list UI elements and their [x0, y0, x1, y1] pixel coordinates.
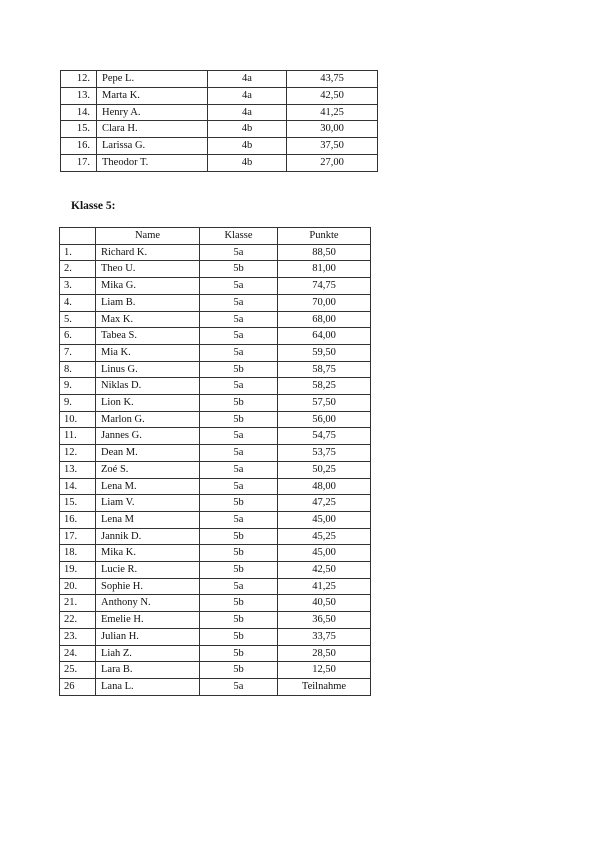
rank-cell: 12.	[61, 71, 97, 88]
table-row	[60, 645, 371, 662]
name-cell: Lion K.	[96, 395, 200, 412]
punkte-cell: 40,50	[278, 595, 371, 612]
rank-cell: 9.	[60, 395, 96, 412]
rank-cell: 3.	[60, 278, 96, 295]
rank-cell: 14.	[61, 104, 97, 121]
table-row	[61, 138, 378, 155]
punkte-cell: 50,25	[278, 461, 371, 478]
header-name: Name	[96, 228, 200, 245]
name-cell: Mika K.	[96, 545, 200, 562]
rank-cell: 15.	[60, 495, 96, 512]
name-cell: Jannes G.	[96, 428, 200, 445]
klasse-cell: 5a	[200, 578, 278, 595]
rank-cell: 13.	[60, 461, 96, 478]
rank-cell: 12.	[60, 445, 96, 462]
name-cell: Pepe L.	[97, 71, 208, 88]
klasse-cell: 5b	[200, 562, 278, 579]
table-row	[60, 612, 371, 629]
rank-cell: 1.	[60, 244, 96, 261]
rank-cell: 25.	[60, 662, 96, 679]
results-table-klasse-5	[59, 227, 371, 696]
table-row	[61, 87, 378, 104]
klasse-cell: 5b	[200, 261, 278, 278]
name-cell: Julian H.	[96, 628, 200, 645]
table-row	[60, 344, 371, 361]
name-cell: Mia K.	[96, 344, 200, 361]
rank-cell: 18.	[60, 545, 96, 562]
klasse-cell: 5a	[200, 428, 278, 445]
table-row	[61, 104, 378, 121]
klasse-cell: 5a	[200, 294, 278, 311]
table-row	[60, 628, 371, 645]
table-row	[60, 528, 371, 545]
rank-cell: 10.	[60, 411, 96, 428]
results-table-body	[60, 244, 371, 695]
name-cell: Niklas D.	[96, 378, 200, 395]
punkte-cell: 48,00	[278, 478, 371, 495]
rank-cell: 17.	[60, 528, 96, 545]
rank-cell: 13.	[61, 87, 97, 104]
table-row	[60, 428, 371, 445]
name-cell: Tabea S.	[96, 328, 200, 345]
punkte-cell: 81,00	[278, 261, 371, 278]
name-cell: Larissa G.	[97, 138, 208, 155]
klasse-cell: 5b	[200, 595, 278, 612]
klasse-cell: 4b	[208, 138, 287, 155]
klasse-cell: 5b	[200, 411, 278, 428]
rank-cell: 8.	[60, 361, 96, 378]
rank-cell: 16.	[60, 511, 96, 528]
header-rank	[60, 228, 96, 245]
rank-cell: 19.	[60, 562, 96, 579]
table-row	[60, 311, 371, 328]
klasse-cell: 5b	[200, 528, 278, 545]
punkte-cell: 68,00	[278, 311, 371, 328]
rank-cell: 11.	[60, 428, 96, 445]
name-cell: Dean M.	[96, 445, 200, 462]
table-row	[60, 461, 371, 478]
punkte-cell: 47,25	[278, 495, 371, 512]
klasse-cell: 5a	[200, 311, 278, 328]
punkte-cell: 30,00	[287, 121, 378, 138]
table-row	[60, 678, 371, 695]
table-row	[60, 445, 371, 462]
punkte-cell: 45,00	[278, 511, 371, 528]
punkte-cell: 43,75	[287, 71, 378, 88]
punkte-cell: 37,50	[287, 138, 378, 155]
klasse-cell: 4a	[208, 87, 287, 104]
rank-cell: 15.	[61, 121, 97, 138]
klasse-cell: 5b	[200, 395, 278, 412]
punkte-cell: 58,25	[278, 378, 371, 395]
name-cell: Max K.	[96, 311, 200, 328]
rank-cell: 24.	[60, 645, 96, 662]
punkte-cell: 42,50	[278, 562, 371, 579]
punkte-cell: 56,00	[278, 411, 371, 428]
rank-cell: 21.	[60, 595, 96, 612]
klasse-cell: 4b	[208, 121, 287, 138]
punkte-cell: 42,50	[287, 87, 378, 104]
rank-cell: 6.	[60, 328, 96, 345]
klasse-cell: 5b	[200, 628, 278, 645]
punkte-cell: 41,25	[278, 578, 371, 595]
name-cell: Liam B.	[96, 294, 200, 311]
punkte-cell: 53,75	[278, 445, 371, 462]
punkte-cell: 41,25	[287, 104, 378, 121]
name-cell: Linus G.	[96, 361, 200, 378]
rank-cell: 26	[60, 678, 96, 695]
table-row	[60, 294, 371, 311]
punkte-cell: 45,25	[278, 528, 371, 545]
results-table-header	[60, 228, 371, 245]
table-row	[60, 361, 371, 378]
punkte-cell: 74,75	[278, 278, 371, 295]
table-row	[61, 154, 378, 171]
rank-cell: 22.	[60, 612, 96, 629]
table-row	[60, 562, 371, 579]
table-row	[60, 395, 371, 412]
punkte-cell: 36,50	[278, 612, 371, 629]
table-row	[61, 71, 378, 88]
klasse-cell: 4a	[208, 71, 287, 88]
punkte-cell: 64,00	[278, 328, 371, 345]
table-row	[60, 511, 371, 528]
table-row	[61, 121, 378, 138]
table-row	[60, 261, 371, 278]
klasse-cell: 5b	[200, 495, 278, 512]
rank-cell: 16.	[61, 138, 97, 155]
klasse-cell: 5b	[200, 612, 278, 629]
punkte-cell: 54,75	[278, 428, 371, 445]
section-heading-klasse-5: Klasse 5:	[71, 200, 116, 212]
name-cell: Lena M.	[96, 478, 200, 495]
rank-cell: 9.	[60, 378, 96, 395]
name-cell: Lana L.	[96, 678, 200, 695]
klasse-cell: 5a	[200, 328, 278, 345]
klasse-cell: 5b	[200, 645, 278, 662]
name-cell: Liah Z.	[96, 645, 200, 662]
klasse-cell: 5b	[200, 545, 278, 562]
punkte-cell: 70,00	[278, 294, 371, 311]
punkte-cell: 45,00	[278, 545, 371, 562]
rank-cell: 20.	[60, 578, 96, 595]
punkte-cell: Teilnahme	[278, 678, 371, 695]
name-cell: Lucie R.	[96, 562, 200, 579]
name-cell: Jannik D.	[96, 528, 200, 545]
table-row	[60, 595, 371, 612]
klasse-cell: 5b	[200, 662, 278, 679]
klasse-cell: 5a	[200, 478, 278, 495]
klasse-cell: 4a	[208, 104, 287, 121]
klasse-cell: 5a	[200, 445, 278, 462]
klasse-cell: 5a	[200, 244, 278, 261]
name-cell: Zoé S.	[96, 461, 200, 478]
name-cell: Theodor T.	[97, 154, 208, 171]
punkte-cell: 28,50	[278, 645, 371, 662]
punkte-cell: 59,50	[278, 344, 371, 361]
name-cell: Marta K.	[97, 87, 208, 104]
table-row	[60, 378, 371, 395]
table-row	[60, 545, 371, 562]
rank-cell: 5.	[60, 311, 96, 328]
table-row	[60, 278, 371, 295]
name-cell: Richard K.	[96, 244, 200, 261]
punkte-cell: 27,00	[287, 154, 378, 171]
header-punkte: Punkte	[278, 228, 371, 245]
klasse-cell: 5a	[200, 278, 278, 295]
table-row	[60, 411, 371, 428]
name-cell: Liam V.	[96, 495, 200, 512]
name-cell: Lara B.	[96, 662, 200, 679]
header-row	[60, 228, 371, 245]
name-cell: Henry A.	[97, 104, 208, 121]
rank-cell: 17.	[61, 154, 97, 171]
name-cell: Sophie H.	[96, 578, 200, 595]
name-cell: Clara H.	[97, 121, 208, 138]
table-row	[60, 328, 371, 345]
rank-cell: 2.	[60, 261, 96, 278]
punkte-cell: 57,50	[278, 395, 371, 412]
punkte-cell: 88,50	[278, 244, 371, 261]
rank-cell: 14.	[60, 478, 96, 495]
name-cell: Emelie H.	[96, 612, 200, 629]
klasse-cell: 5a	[200, 511, 278, 528]
header-klasse: Klasse	[200, 228, 278, 245]
name-cell: Mika G.	[96, 278, 200, 295]
punkte-cell: 33,75	[278, 628, 371, 645]
klasse-cell: 5a	[200, 461, 278, 478]
table-row	[60, 495, 371, 512]
klasse-cell: 5a	[200, 378, 278, 395]
klasse-cell: 4b	[208, 154, 287, 171]
punkte-cell: 58,75	[278, 361, 371, 378]
name-cell: Lena M	[96, 511, 200, 528]
table-row	[60, 478, 371, 495]
results-table-body	[61, 71, 378, 172]
name-cell: Theo U.	[96, 261, 200, 278]
results-table-klasse-4-continued	[60, 70, 378, 172]
rank-cell: 4.	[60, 294, 96, 311]
klasse-cell: 5a	[200, 344, 278, 361]
table-row	[60, 662, 371, 679]
name-cell: Anthony N.	[96, 595, 200, 612]
rank-cell: 23.	[60, 628, 96, 645]
name-cell: Marlon G.	[96, 411, 200, 428]
klasse-cell: 5a	[200, 678, 278, 695]
punkte-cell: 12,50	[278, 662, 371, 679]
table-row	[60, 578, 371, 595]
rank-cell: 7.	[60, 344, 96, 361]
table-row	[60, 244, 371, 261]
klasse-cell: 5b	[200, 361, 278, 378]
